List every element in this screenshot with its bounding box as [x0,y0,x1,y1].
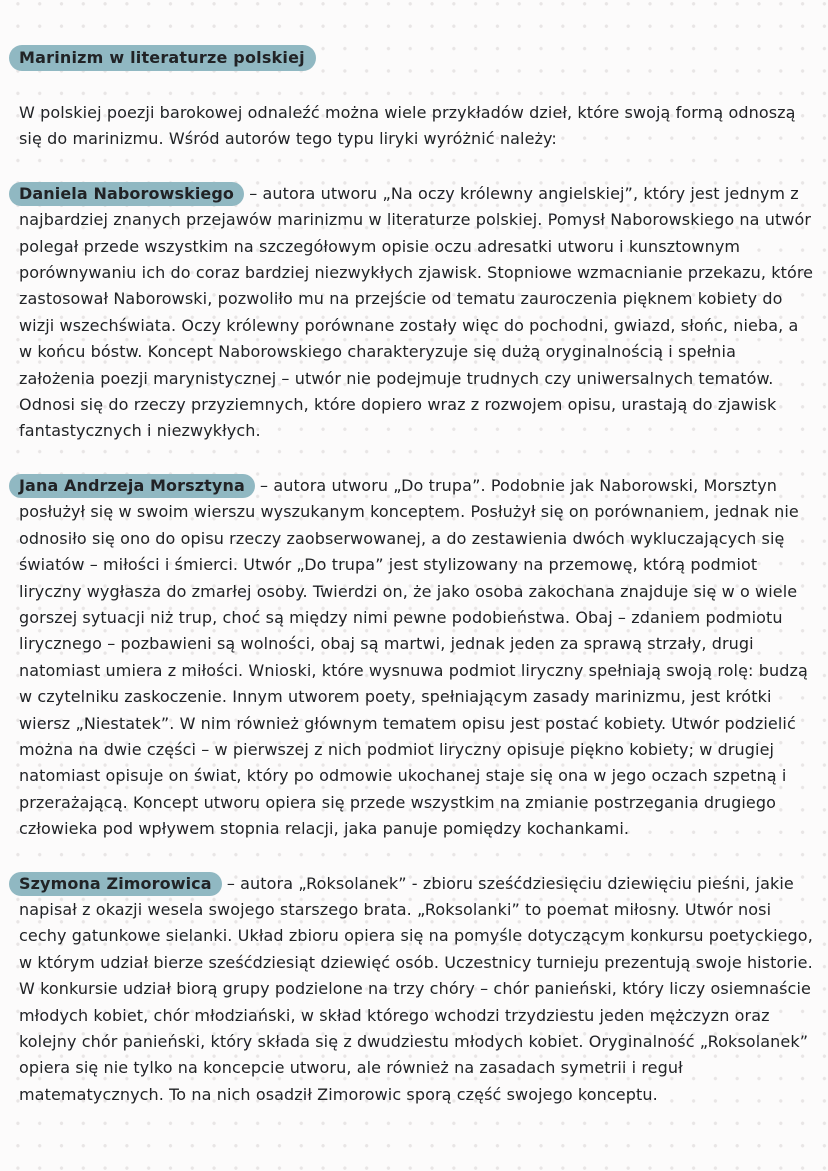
section-text-morsztyn: – autora utworu „Do trupa”. Podobnie jak Naborowski, Morsztyn posłużył się w swoim wierszu wyszukanym konceptem. Posłużył się on porównaniem, jednak nie odnosiło się ono do opisu rzeczy zaobserwowanej, a do zestawienia dwóch wykluczających się światów – miłości i śmierci. Utwór „Do trupa” jest stylizowany na przemowę, którą podmiot liryczny wygłasza do zmarłej osoby. Twierdzi on, że jako osoba zakochana znajduje się w o wiele gorszej sytuacji niż trup, choć są między nimi pewne podobieństwa. Obaj – zdaniem podmiotu lirycznego – pozbawieni są wolności, obaj są martwi, jednak jeden za sprawą strzały, drugi natomiast umiera z miłości. Wnioski, które wysnuwa podmiot liryczny spełniają swoją rolę: budzą w czytelniku zaskoczenie. Innym utworem poety, spełniającym zasady marinizmu, jest krótki wiersz „Niestatek”. W nim również głównym tematem opisu jest postać kobiety. Utwór podzielić można na dwie części – w pierwszej z nich podmiot liryczny opisuje piękno kobiety; w drugiej natomiast opisuje on świat, który po odmowie ukochanej staje się ona w jego oczach szpetną i przerażającą. Koncept utworu opiera się przede wszystkim na zmianie postrzegania drugiego człowieka pod wpływem stopnia relacji, jaka panuje pomiędzy kochankami. [19,475,808,839]
author-highlight-morsztyn: Jana Andrzeja Morsztyna [9,474,255,498]
section-text-zimorowic: – autora „Roksolanek” - zbioru sześćdziesięciu dziewięciu pieśni, jakie napisał z okazji wesela swojego starszego brata. „Roksolanki” to poemat miłosny. Utwór nosi cechy gatunkowe sielanki. Układ zbioru opiera się na pomyśle dotyczącym konkursu poetyckiego, w którym udział bierze sześćdziesiąt dziewięć osób. Uczestnicy turnieju prezentują swoje historie. W konkursie udział biorą grupy podzielone na trzy chóry – chór panieński, który liczy osiemnaście młodych kobiet, chór młodziański, w skład którego wchodzi trzydziestu jeden mężczyzn oraz kolejny chór panieński, który składa się z dwudziestu młodych kobiet. Oryginalność „Roksolanek” opiera się nie tylko na koncepcie utworu, ale również na zasadach symetrii i reguł matematycznych. To na nich osadził Zimorowic sporą część swojego konceptu. [19,873,813,1104]
section-paragraph-naborowski [19,181,814,445]
page-title: Marinizm w literaturze polskiej [9,45,316,71]
section-text-naborowski: – autora utworu „Na oczy królewny angielskiej”, który jest jednym z najbardziej znanych przejawów marinizmu w literaturze polskiej. Pomysł Naborowskiego na utwór polegał przede wszystkim na szczegółowym opisie oczu adresatki utworu i kunsztownym porównywaniu ich do coraz bardziej niezwykłych zjawisk. Stopniowe wzmacnianie przekazu, które zastosował Naborowski, pozwoliło mu na przejście od tematu zauroczenia pięknem kobiety do wizji wszechświata. Oczy królewny porównane zostały więc do pochodni, gwiazd, słońc, nieba, a w końcu bóstw. Koncept Naborowskiego charakteryzuje się dużą oryginalnością i spełnia założenia poezji marynistycznej – utwór nie podejmuje trudnych czy uniwersalnych tematów. Odnosi się do rzeczy przyziemnych, które dopiero wraz z rozwojem opisu, urastają do zjawisk fantastycznych i niezwykłych. [19,183,814,441]
author-highlight-zimorowic: Szymona Zimorowica [9,872,222,896]
section-paragraph-morsztyn [19,473,814,843]
intro-text: W polskiej poezji barokowej odnaleźć można wiele przykładów dzieł, które swoją formą odnoszą się do marinizmu. Wśród autorów tego typu liryki wyróżnić należy: [19,103,796,149]
intro-paragraph [19,100,814,153]
section-paragraph-zimorowic [19,871,814,1109]
title-row [9,45,814,71]
author-highlight-naborowski: Daniela Naborowskiego [9,182,244,206]
